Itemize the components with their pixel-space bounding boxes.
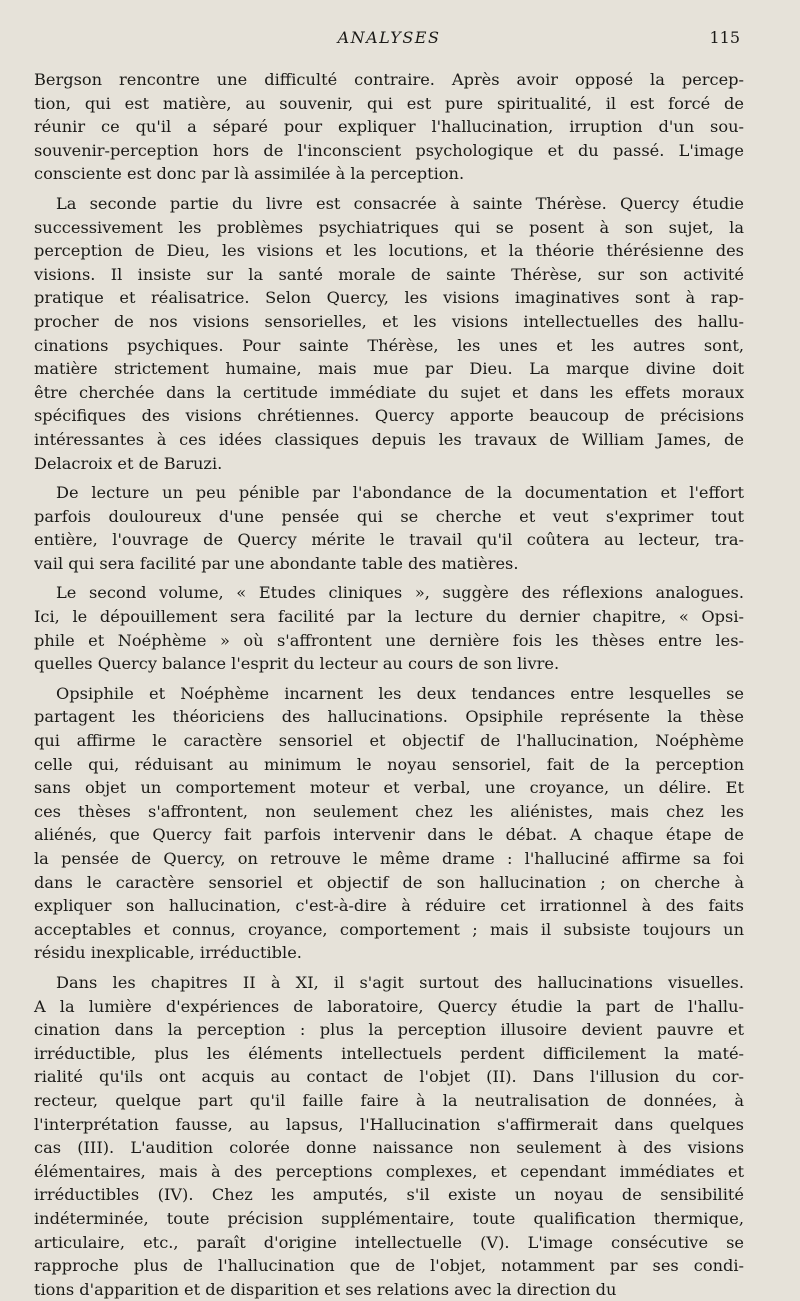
paragraph: [34, 68, 744, 186]
text-line: cas (III). L'audition colorée donne naissance non seulement à des visions: [34, 1138, 744, 1158]
text-line: A la lumière d'expériences de laboratoire, Quercy étudie la part de l'hallu-: [34, 996, 744, 1016]
text-line: visions. Il insiste sur la santé morale de sainte Thérèse, sur son activité: [34, 264, 744, 284]
text-line: spécifiques des visions chrétiennes. Quercy apporte beaucoup de précisions: [34, 406, 744, 426]
text-line: la pensée de Quercy, on retrouve le même drame : l'halluciné affirme sa foi: [34, 849, 744, 868]
text-line: recteur, quelque part qu'il faille faire à la neutralisation de données, à: [34, 1090, 744, 1110]
text-line: irréductibles (IV). Chez les amputés, s'il existe un noyau de sensibilité: [34, 1185, 744, 1205]
paragraph: [34, 682, 744, 965]
text-line: sans objet un comportement moteur et verbal, une croyance, un délire. Et: [34, 778, 744, 798]
text-line: quelles Quercy balance l'esprit du lecteur au cours de son livre.: [34, 654, 560, 674]
text-line: intéressantes à ces idées classiques depuis les travaux de William James, de: [34, 429, 744, 449]
text-line: expliquer son hallucination, c'est-à-dire à réduire cet irrationnel à des faits: [34, 896, 744, 916]
text-line: successivement les problèmes psychiatriques qui se posent à son sujet, la: [34, 217, 744, 237]
text-line: vail qui sera facilité par une abondante table des matières.: [34, 553, 519, 573]
text-line: celle qui, réduisant au minimum le noyau sensoriel, fait de la perception: [34, 754, 744, 774]
text-line: cinations psychiques. Pour sainte Thérèse, les unes et les autres sont,: [34, 335, 744, 355]
text-line: aliénés, que Quercy fait parfois intervenir dans le débat. A chaque étape de: [34, 825, 744, 845]
text-line: Bergson rencontre une difficulté contraire. Après avoir opposé la percep-: [34, 70, 744, 89]
paragraph: [34, 481, 744, 575]
text-line: pratique et réalisatrice. Selon Quercy, les visions imaginatives sont à rap-: [34, 288, 744, 308]
text-line: tion, qui est matière, au souvenir, qui est pure spiritualité, il est forcé de: [34, 93, 744, 113]
paragraph: [34, 971, 744, 1301]
text-line: De lecture un peu pénible par l'abondance de la documentation et l'effort: [56, 483, 744, 503]
text-line: souvenir-perception hors de l'inconscient psychologique et du passé. L'image: [34, 140, 744, 160]
text-line: réunir ce qu'il a séparé pour expliquer l'hallucination, irruption d'un sou-: [34, 117, 744, 137]
text-line: indéterminée, toute précision supplémentaire, toute qualification thermique,: [34, 1208, 744, 1228]
running-header: [34, 24, 744, 54]
text-line: tions d'apparition et de disparition et ses relations avec la direction du: [34, 1279, 617, 1299]
text-line: élémentaires, mais à des perceptions complexes, et cependant immédiates et: [34, 1161, 744, 1181]
text-line: dans le caractère sensoriel et objectif de son hallucination ; on cherche à: [34, 872, 744, 892]
text-line: Delacroix et de Baruzi.: [34, 453, 223, 473]
text-line: être cherchée dans la certitude immédiate du sujet et dans les effets moraux: [34, 382, 744, 402]
paragraph: [34, 192, 744, 475]
text-line: perception de Dieu, les visions et les locutions, et la théorie thérésienne des: [34, 241, 744, 261]
text-line: articulaire, etc., paraît d'origine intellectuelle (V). L'image consécutive se: [34, 1232, 744, 1252]
text-line: irréductible, plus les éléments intellectuels perdent difficilement la maté-: [34, 1043, 744, 1063]
text-line: matière strictement humaine, mais mue par Dieu. La marque divine doit: [34, 359, 744, 379]
text-line: Le second volume, « Etudes cliniques », suggère des réflexions analogues.: [56, 583, 744, 603]
text-line: parfois douloureux d'une pensée qui se cherche et veut s'exprimer tout: [34, 506, 744, 526]
text-line: procher de nos visions sensorielles, et les visions intellectuelles des hallu-: [34, 311, 744, 331]
page-number: 115: [709, 28, 740, 47]
text-line: consciente est donc par là assimilée à la perception.: [34, 164, 465, 184]
text-line: La seconde partie du livre est consacrée à sainte Thérèse. Quercy étudie: [56, 193, 744, 213]
text-line: phile et Noéphème » où s'affrontent une dernière fois les thèses entre les-: [34, 630, 744, 650]
text-line: cination dans la perception : plus la perception illusoire devient pauvre et: [34, 1020, 744, 1040]
text-line: rapproche plus de l'hallucination que de l'objet, notamment par ses condi-: [34, 1256, 744, 1276]
text-line: Ici, le dépouillement sera facilité par la lecture du dernier chapitre, « Opsi-: [34, 607, 744, 627]
text-line: Dans les chapitres II à XI, il s'agit surtout des hallucinations visuelles.: [56, 972, 744, 992]
text-line: résidu inexplicable, irréductible.: [34, 943, 302, 963]
running-title: ANALYSES: [337, 28, 441, 47]
body-text: [34, 68, 744, 1301]
paragraph: [34, 581, 744, 675]
text-line: entière, l'ouvrage de Quercy mérite le travail qu'il coûtera au lecteur, tra-: [34, 530, 744, 550]
text-line: qui affirme le caractère sensoriel et objectif de l'hallucination, Noéphème: [34, 731, 744, 751]
text-line: partagent les théoriciens des hallucinations. Opsiphile représente la thèse: [34, 707, 744, 727]
text-line: rialité qu'ils ont acquis au contact de l'objet (II). Dans l'illusion du cor-: [34, 1067, 744, 1087]
text-line: Opsiphile et Noéphème incarnent les deux tendances entre lesquelles se: [56, 683, 744, 703]
text-line: l'interprétation fausse, au lapsus, l'Hallucination s'affirmerait dans quelques: [34, 1114, 744, 1134]
text-line: ces thèses s'affrontent, non seulement chez les aliénistes, mais chez les: [34, 801, 744, 821]
text-line: acceptables et connus, croyance, comportement ; mais il subsiste toujours un: [34, 919, 744, 939]
